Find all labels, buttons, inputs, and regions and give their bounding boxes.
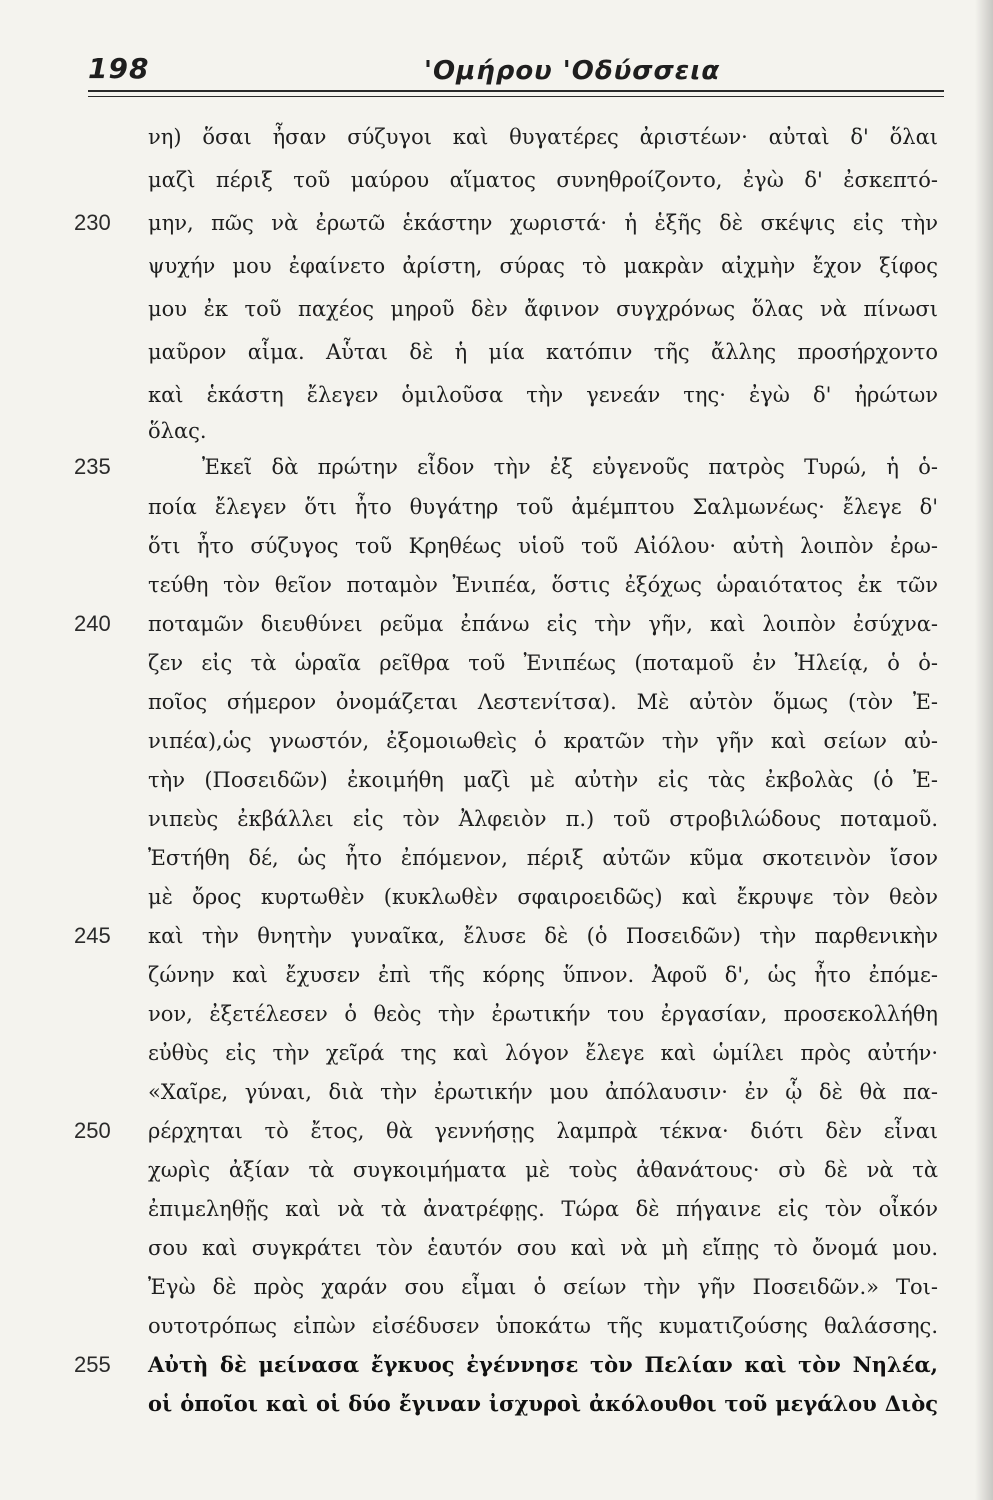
text-line: σου καὶ συγκράτει τὸν ἑαυτόν σου καὶ νὰ μὴ εἴπῃς τὸ ὄνομά μου. bbox=[148, 1236, 938, 1260]
running-title: 'Ομήρου 'Οδύσσεια bbox=[424, 56, 721, 86]
text-line: ουτοτρόπως εἰπὼν εἰσέδυσεν ὑποκάτω τῆς κυματιζούσης θαλάσσης. bbox=[148, 1314, 938, 1338]
text-line: μην, πῶς νὰ ἐρωτῶ ἑκάστην χωριστά· ἡ ἑξῆς δὲ σκέψις εἰς τὴν bbox=[148, 211, 938, 235]
text-line: νιπεὺς ἐκβάλλει εἰς τὸν Ἀλφειὸν π.) τοῦ στροβιλώδους ποταμοῦ. bbox=[148, 807, 938, 831]
text-line: νον, ἐξετέλεσεν ὁ θεὸς τὴν ἐρωτικήν του ἐργασίαν, προσεκολλήθη bbox=[148, 1002, 938, 1026]
text-line: καὶ τὴν θνητὴν γυναῖκα, ἔλυσε δὲ (ὁ Ποσειδῶν) τὴν παρθενικὴν bbox=[148, 924, 938, 948]
text-line: μὲ ὄρος κυρτωθὲν (κυκλωθὲν σφαιροειδῶς) καὶ ἔκρυψε τὸν θεὸν bbox=[148, 885, 938, 909]
text-line: χωρὶς ἀξίαν τὰ συγκοιμήματα μὲ τοὺς ἀθανάτους· σὺ δὲ νὰ τὰ bbox=[148, 1158, 938, 1182]
text-line: μαῦρον αἷμα. Αὗται δὲ ἡ μία κατόπιν τῆς ἄλλης προσήρχοντο bbox=[148, 340, 938, 364]
text-line: ποῖος σήμερον ὀνομάζεται Λεστενίτσα). Μὲ αὐτὸν ὅμως (τὸν Ἐ- bbox=[148, 690, 938, 714]
text-line: ποία ἔλεγεν ὅτι ἦτο θυγάτηρ τοῦ ἀμέμπτου Σαλμωνέως· ἔλεγε δ' bbox=[148, 495, 938, 519]
text-line: μαζὶ πέριξ τοῦ μαύρου αἵματος συνηθροίζοντο, ἐγὼ δ' ἐσκεπτό- bbox=[148, 168, 938, 192]
text-line: Ἐκεῖ δὰ πρώτην εἶδον τὴν ἐξ εὐγενοῦς πατρὸς Τυρώ, ἡ ὁ- bbox=[202, 455, 938, 479]
line-number: 240 bbox=[74, 611, 111, 636]
text-line: Ἐγὼ δὲ πρὸς χαράν σου εἶμαι ὁ σείων τὴν γῆν Ποσειδῶν.» Τοι- bbox=[148, 1275, 938, 1299]
text-line: Αὐτὴ δὲ μείνασα ἔγκυος ἐγέννησε τὸν Πελίαν καὶ τὸν Νηλέα, bbox=[148, 1352, 938, 1377]
line-number: 230 bbox=[74, 210, 111, 235]
text-line: τεύθη τὸν θεῖον ποταμὸν Ἐνιπέα, ὅστις ἐξόχως ὡραιότατος ἐκ τῶν bbox=[148, 573, 938, 597]
page-number: 198 bbox=[88, 52, 150, 85]
text-line: μου ἐκ τοῦ παχέος μηροῦ δὲν ἄφινον συγχρόνως ὅλας νὰ πίνωσι bbox=[148, 297, 938, 321]
text-line: νιπέα),ὡς γνωστόν, ἐξομοιωθεὶς ὁ κρατῶν τὴν γῆν καὶ σείων αὐ- bbox=[148, 729, 938, 753]
text-line: καὶ ἑκάστη ἔλεγεν ὁμιλοῦσα τὴν γενεάν της· ἐγὼ δ' ἠρώτων bbox=[148, 383, 938, 407]
text-line: νη) ὅσαι ἦσαν σύζυγοι καὶ θυγατέρες ἀριστέων· αὐταὶ δ' ὅλαι bbox=[148, 125, 938, 149]
line-number: 255 bbox=[74, 1352, 111, 1377]
text-line: «Χαῖρε, γύναι, διὰ τὴν ἐρωτικήν μου ἀπόλαυσιν· ἐν ᾧ δὲ θὰ πα- bbox=[148, 1080, 938, 1104]
text-line: ψυχήν μου ἐφαίνετο ἀρίστη, σύρας τὸ μακρὰν αἰχμὴν ἔχον ξίφος bbox=[148, 254, 938, 278]
line-number: 250 bbox=[74, 1118, 111, 1143]
text-line: ὅλας. bbox=[148, 419, 207, 443]
text-line: ρέρχηται τὸ ἔτος, θὰ γεννήσῃς λαμπρὰ τέκνα· διότι δὲν εἶναι bbox=[148, 1119, 938, 1143]
text-line: εὐθὺς εἰς τὴν χεῖρά της καὶ λόγον ἔλεγε καὶ ὡμίλει πρὸς αὐτήν· bbox=[148, 1041, 938, 1065]
text-line: τὴν (Ποσειδῶν) ἐκοιμήθη μαζὶ μὲ αὐτὴν εἰς τὰς ἐκβολὰς (ὁ Ἐ- bbox=[148, 768, 938, 792]
line-number: 245 bbox=[74, 923, 111, 948]
text-line: ζεν εἰς τὰ ὡραῖα ρεῖθρα τοῦ Ἐνιπέως (ποταμοῦ ἐν Ἠλείᾳ, ὁ ὁ- bbox=[148, 651, 938, 675]
text-line: ποταμῶν διευθύνει ρεῦμα ἐπάνω εἰς τὴν γῆν, καὶ λοιπὸν ἐσύχνα- bbox=[148, 612, 938, 636]
text-line: ἐπιμεληθῇς καὶ νὰ τὰ ἀνατρέφῃς. Τώρα δὲ πήγαινε εἰς τὸν οἶκόν bbox=[148, 1197, 938, 1221]
text-line: οἱ ὁποῖοι καὶ οἱ δύο ἔγιναν ἰσχυροὶ ἀκόλουθοι τοῦ μεγάλου Διὸς bbox=[148, 1391, 938, 1416]
text-line: Ἐστήθη δέ, ὡς ἦτο ἐπόμενον, πέριξ αὐτῶν κῦμα σκοτεινὸν ἴσον bbox=[148, 846, 938, 870]
text-line: ὅτι ἦτο σύζυγος τοῦ Κρηθέως υἱοῦ τοῦ Αἰόλου· αὐτὴ λοιπὸν ἐρω- bbox=[148, 534, 938, 558]
line-number: 235 bbox=[74, 454, 111, 479]
text-line: ζώνην καὶ ἔχυσεν ἐπὶ τῆς κόρης ὕπνον. Ἀφοῦ δ', ὡς ἦτο ἐπόμε- bbox=[148, 963, 938, 987]
